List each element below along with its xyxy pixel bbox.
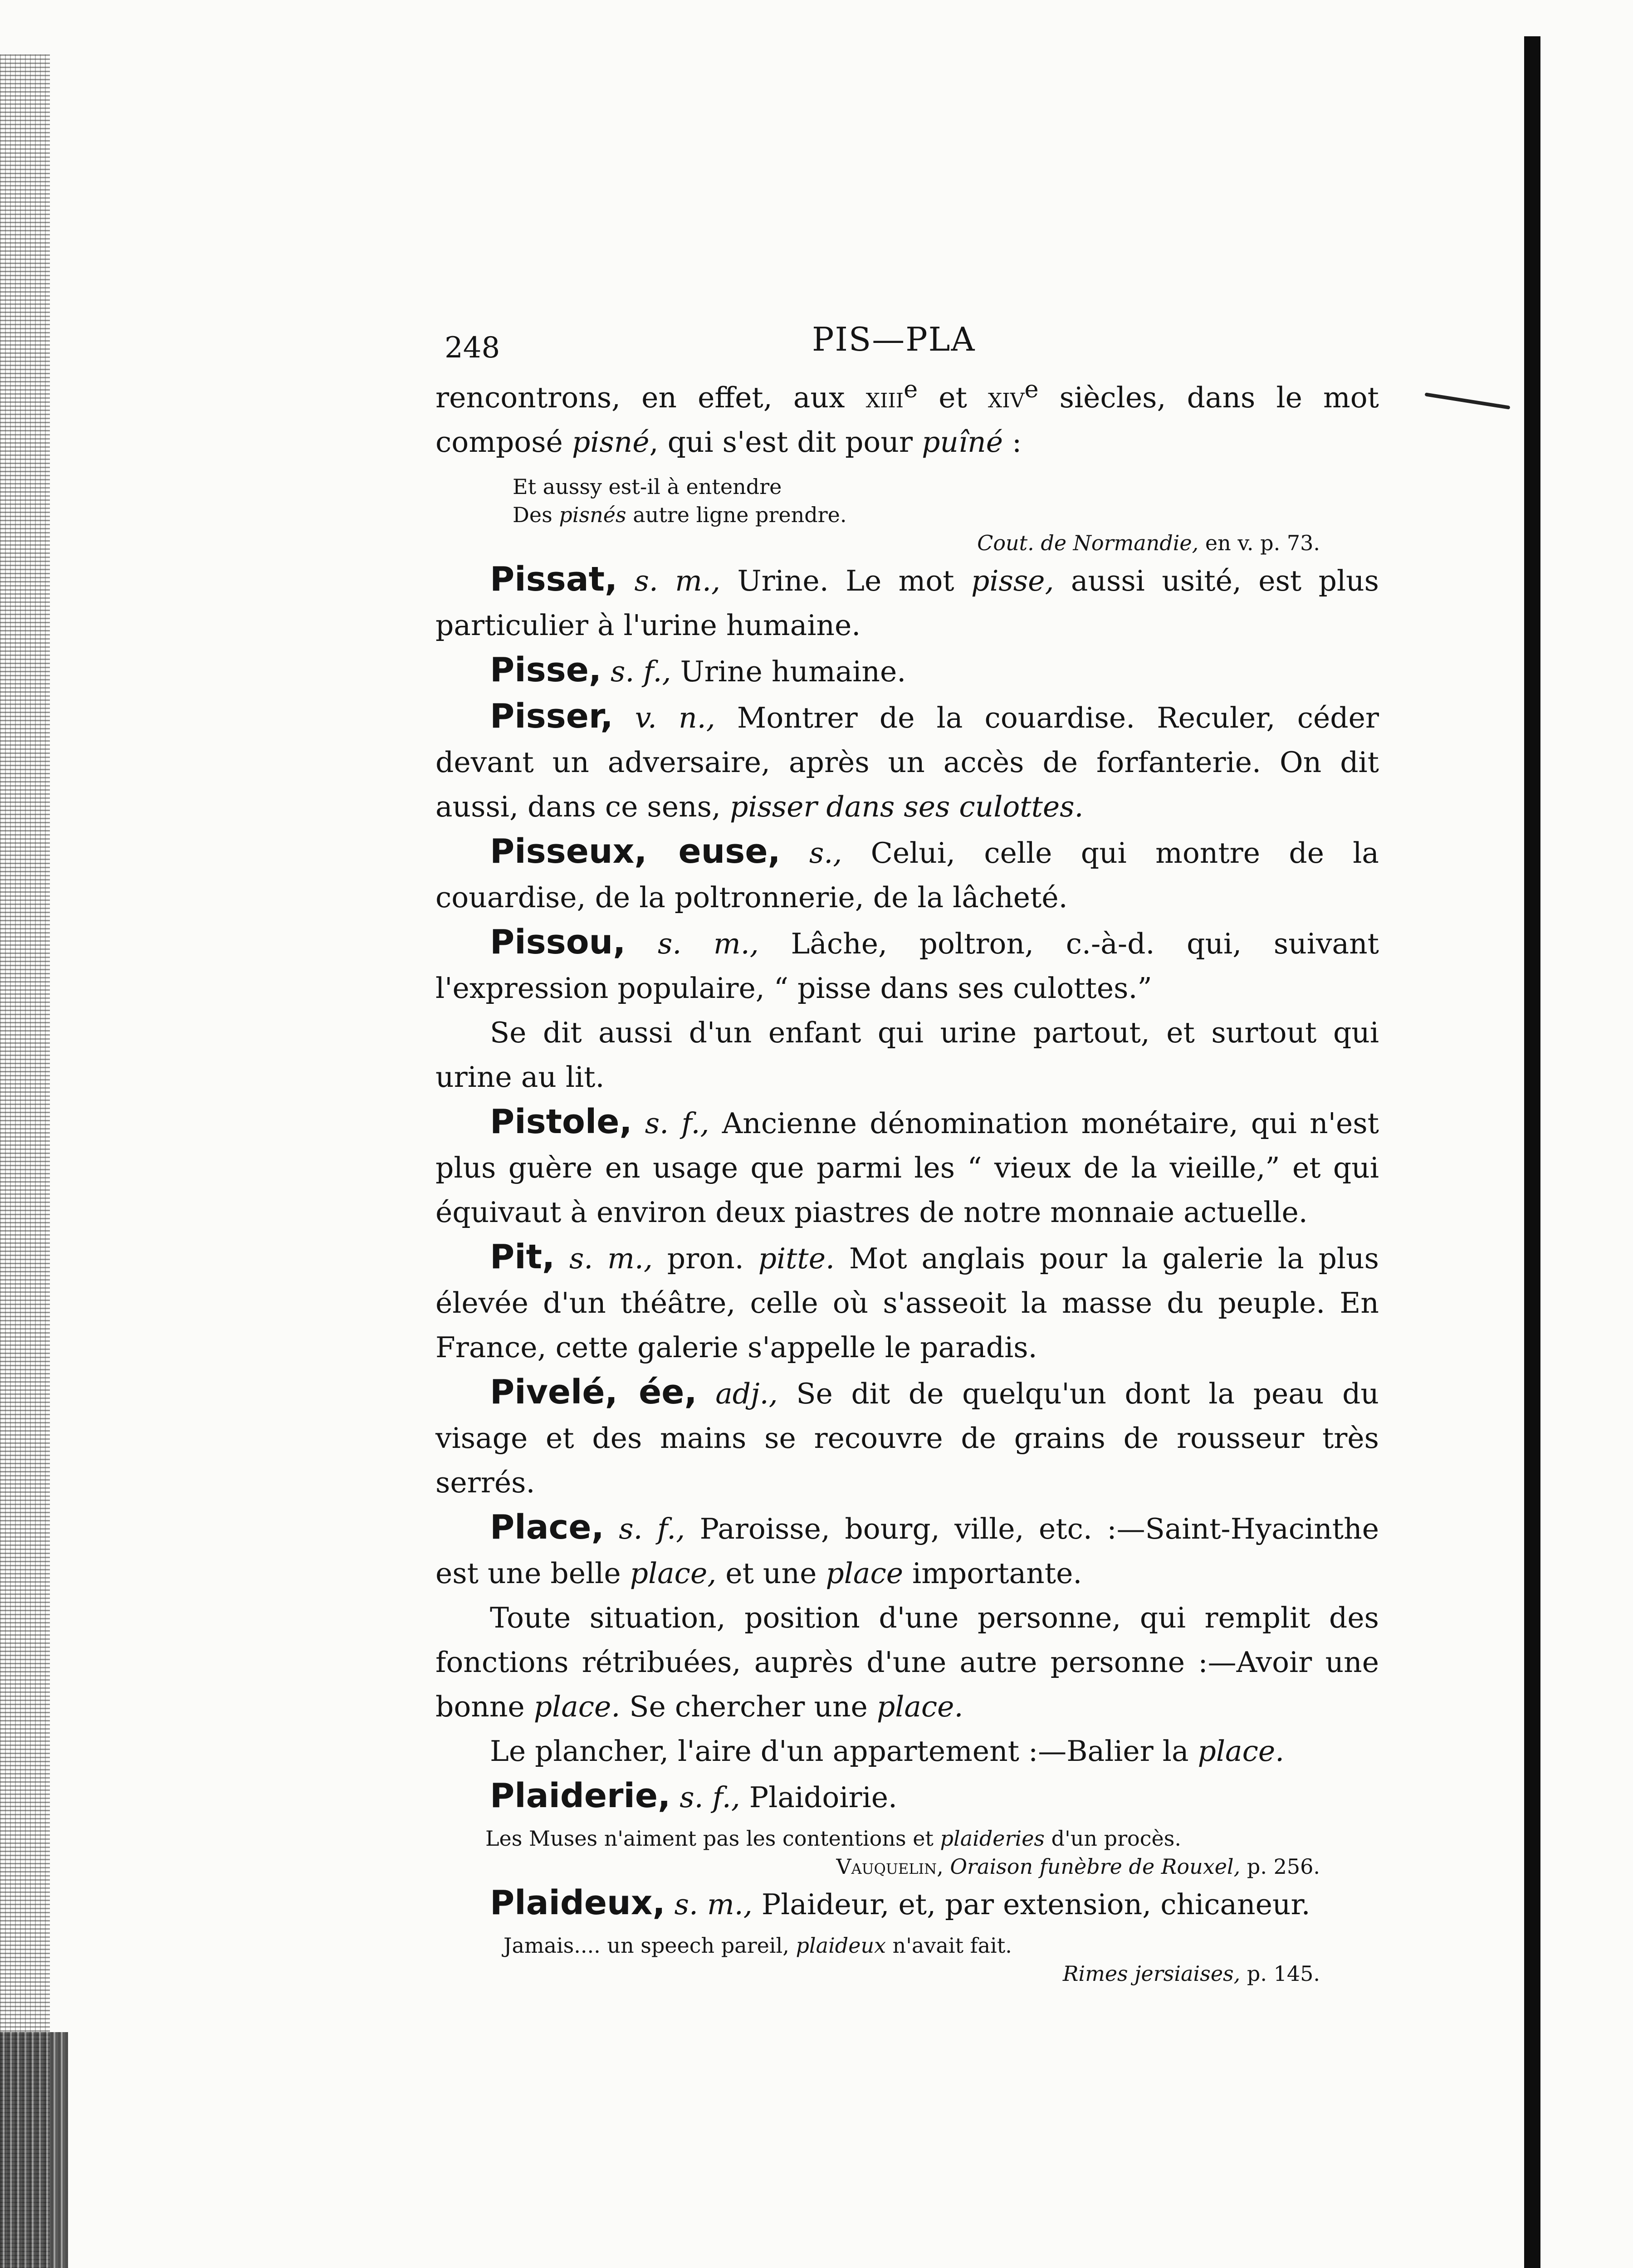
running-head xyxy=(435,313,1379,367)
entry-definition: Celui, celle qui montre de la couardise, de la poltronnerie, de la lâcheté. xyxy=(435,836,1379,914)
entry-pisser xyxy=(435,694,1379,829)
entry-pos: s. m., xyxy=(665,1888,753,1921)
entry-pos: adj., xyxy=(697,1377,778,1410)
entry-pos: s. f., xyxy=(632,1107,709,1140)
entry-pos: s., xyxy=(780,836,842,870)
quote-line xyxy=(513,501,1379,529)
entry-definition: Plaidoirie. xyxy=(740,1781,898,1814)
quotation-vauquelin xyxy=(435,1824,1379,1881)
entry-headword: Pisse, xyxy=(490,650,601,689)
quote-text: Les Muses n'aiment pas les contentions et xyxy=(485,1826,940,1851)
entry-keyword: place, xyxy=(630,1557,717,1590)
entry-pronunciation: pitte. xyxy=(758,1242,835,1275)
entry-pos: s. m., xyxy=(555,1242,653,1275)
entry-headword: Pisseux, euse, xyxy=(490,832,781,871)
entry-definition: et une xyxy=(716,1557,826,1590)
source-author: Vauquelin, xyxy=(836,1854,944,1879)
entry-keyword: pisse, xyxy=(971,564,1054,597)
entry-pivele xyxy=(435,1370,1379,1505)
entry-definition: Montrer de la couardise. Reculer, céder devant un adversaire, après un accès de forfanterie. On dit aussi, dans ce sens, xyxy=(435,701,1379,823)
quotation-rimes-jersiaises xyxy=(435,1931,1379,1988)
entry-headword: Pissat, xyxy=(490,560,618,599)
intro-tail: , qui s'est dit pour xyxy=(649,425,922,459)
scan-edge-left-dark xyxy=(0,2032,68,2268)
entry-definition: Urine. Le mot xyxy=(720,564,972,597)
quotation-normandie xyxy=(435,473,1379,557)
entry-headword: Pistole, xyxy=(490,1102,632,1141)
entry-keyword: place. xyxy=(876,1690,963,1723)
intro-word-puine: puîné xyxy=(922,425,1003,459)
entry-pos: s. f., xyxy=(601,655,671,688)
quote-source xyxy=(435,1960,1379,1988)
century-14-sup: e xyxy=(1024,376,1039,403)
quote-text: Des xyxy=(513,503,559,527)
entry-definition: Toute situation, position d'une personne, qui remplit des fonctions rétribuées, auprès d'une autre personne :—Avoir une bonne xyxy=(435,1601,1379,1723)
entry-pos: s. m., xyxy=(626,927,759,960)
quote-text: d'un procès. xyxy=(1045,1826,1181,1851)
scan-edge-right xyxy=(1524,36,1540,2268)
entry-pisse xyxy=(435,648,1379,694)
entry-place-sense-2 xyxy=(435,1596,1379,1729)
intro-rest: siècles, dans le mot composé xyxy=(435,381,1379,459)
source-page: en v. p. 73. xyxy=(1198,531,1320,555)
entry-definition: Lâche, poltron, c.-à-d. qui, suivant l'expression populaire, “ pisse dans ses culottes.” xyxy=(435,927,1379,1005)
entry-definition: Se chercher une xyxy=(620,1690,877,1723)
quote-source xyxy=(435,1853,1379,1881)
entry-phrase: pisser dans ses culottes. xyxy=(729,790,1084,823)
entry-plaideux xyxy=(435,1881,1379,1927)
quote-text: n'avait fait. xyxy=(886,1933,1012,1958)
quote-source xyxy=(435,529,1379,557)
entry-definition: Paroisse, bourg, ville, etc. :—Saint-Hyacinthe est une belle xyxy=(435,1512,1379,1590)
entry-headword: Plaiderie, xyxy=(490,1776,671,1815)
source-title: Rimes jersiaises, xyxy=(1062,1961,1241,1986)
page-title: PIS—PLA xyxy=(812,320,976,358)
source-title: Cout. de Normandie, xyxy=(977,531,1199,555)
entry-pos: s. m., xyxy=(617,564,721,597)
quote-text: Et aussy est-il à entendre xyxy=(513,474,782,499)
entry-pisseux xyxy=(435,829,1379,920)
entry-place-sense-3 xyxy=(435,1729,1379,1774)
entry-headword: Place, xyxy=(490,1508,604,1547)
entry-keyword: place. xyxy=(1198,1735,1285,1768)
entry-pos: v. n., xyxy=(613,701,715,734)
entry-keyword: place xyxy=(826,1557,904,1590)
entry-pit xyxy=(435,1235,1379,1370)
source-title: Oraison funèbre de Rouxel, xyxy=(943,1854,1241,1879)
entry-definition: pron. xyxy=(652,1242,758,1275)
century-13: xiii xyxy=(865,381,904,414)
entry-plaiderie xyxy=(435,1774,1379,1820)
entry-definition: Ancienne dénomination monétaire, qui n'est plus guère en usage que parmi les “ vieux de la vieille,” et qui équivaut à environ deux piastres de notre monnaie actuelle. xyxy=(435,1107,1379,1229)
entry-definition: aussi usité, est plus particulier à l'urine humaine. xyxy=(435,564,1379,642)
intro-end: : xyxy=(1002,425,1022,459)
entry-headword: Pisser, xyxy=(490,697,613,736)
quote-text: autre ligne prendre. xyxy=(626,503,847,527)
century-13-sup: e xyxy=(904,376,918,403)
quote-text: Jamais.... un speech pareil, xyxy=(504,1933,796,1958)
entry-headword: Pissou, xyxy=(490,923,626,962)
entry-pos: s. f., xyxy=(604,1512,685,1545)
source-page: p. 145. xyxy=(1240,1961,1320,1986)
entry-definition: Se dit de quelqu'un dont la peau du visage et des mains se recouvre de grains de rousseur très serrés. xyxy=(435,1377,1379,1499)
entry-pos: s. f., xyxy=(670,1781,740,1814)
quote-line xyxy=(504,1931,1379,1960)
entry-definition: importante. xyxy=(903,1557,1082,1590)
scan-edge-left xyxy=(0,54,50,2268)
entry-definition: Mot anglais pour la galerie la plus élevée d'un théâtre, celle où s'asseoit la masse du peuple. En France, cette galerie s'appelle le paradis. xyxy=(435,1242,1379,1364)
quote-line xyxy=(485,1824,1379,1853)
entry-pistole xyxy=(435,1100,1379,1235)
entry-pissou xyxy=(435,920,1379,1011)
entry-definition: Se dit aussi d'un enfant qui urine partout, et surtout qui urine au lit. xyxy=(435,1016,1379,1094)
entry-definition: Plaideur, et, par extension, chicaneur. xyxy=(752,1888,1310,1921)
entry-definition: Urine humaine. xyxy=(671,655,906,688)
entry-place xyxy=(435,1505,1379,1596)
intro-word-pisne: pisné xyxy=(572,425,650,459)
entry-pissat xyxy=(435,557,1379,648)
entry-headword: Pivelé, ée, xyxy=(490,1373,697,1412)
source-page: p. 256. xyxy=(1240,1854,1320,1879)
dictionary-page xyxy=(435,313,1379,1988)
intro-mid: et xyxy=(918,381,988,414)
quote-line xyxy=(513,473,1379,501)
entry-keyword: place. xyxy=(533,1690,621,1723)
century-14: xiv xyxy=(988,381,1025,414)
margin-mark xyxy=(1425,392,1511,410)
intro-paragraph xyxy=(435,367,1379,464)
entry-headword: Pit, xyxy=(490,1237,555,1276)
entry-definition: Le plancher, l'aire d'un appartement :—Balier la xyxy=(490,1735,1198,1768)
quote-keyword: plaideux xyxy=(796,1933,886,1958)
page-body xyxy=(435,367,1379,1988)
intro-text: rencontrons, en effet, aux xyxy=(435,381,866,414)
entry-headword: Plaideux, xyxy=(490,1883,665,1922)
quote-keyword: plaideries xyxy=(940,1826,1045,1851)
quote-keyword: pisnés xyxy=(559,503,626,527)
page-number: 248 xyxy=(445,331,500,365)
entry-pissou-sense-2 xyxy=(435,1011,1379,1100)
